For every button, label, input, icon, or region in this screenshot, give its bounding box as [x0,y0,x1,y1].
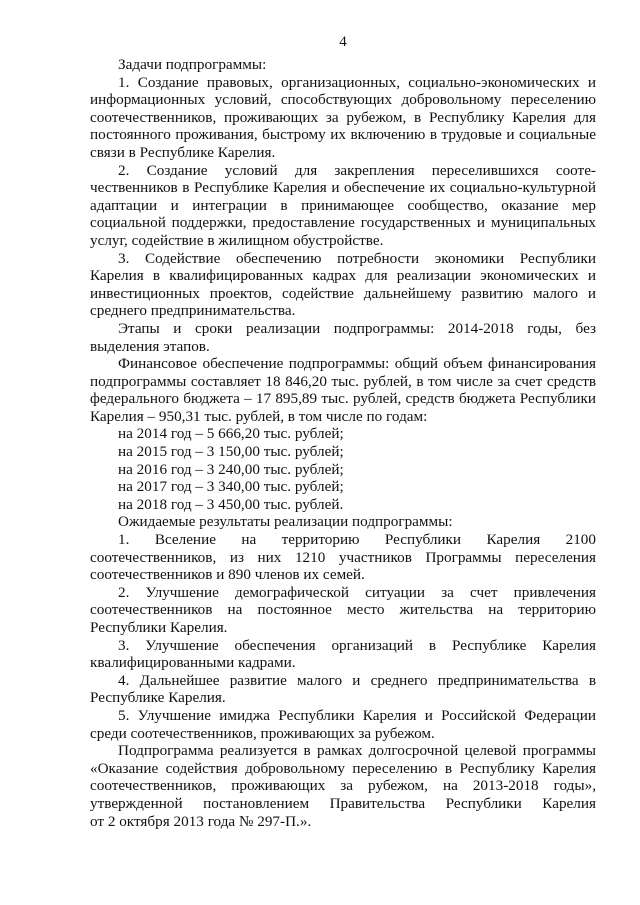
financing-year-item: на 2016 год – 3 240,00 тыс. рублей; [118,460,344,478]
text-line: инвестиционных проектов, содействие дальнейшему развитию малого и [90,284,596,302]
stages-paragraph [90,320,596,355]
text-line: постоянного проживания, быстрому их включению в трудовые и социальные [90,126,596,144]
text-line: соотечественников на постоянное место жительства на территорию [90,601,596,619]
text-line: соотечественников, из них 1210 участников Программы переселения [90,548,596,566]
text-line: Карелия – 950,31 тыс. рублей, в том числе по годам: [90,407,428,425]
financing-year-item: на 2014 год – 5 666,20 тыс. рублей; [118,425,344,443]
text-line: подпрограммы составляет 18 846,20 тыс. рублей, в том числе за счет средств [90,372,596,390]
text-line: чественников в Республике Карелия и обеспечение их социально-культурной [90,179,596,197]
financing-year-item: на 2017 год – 3 340,00 тыс. рублей; [118,478,344,496]
text-line: Карелия в квалифицированных кадрах для реализации экономических и [90,267,596,285]
text-line: информационных условий, способствующих добровольному переселению [90,91,596,109]
text-line: среднего предпринимательства. [90,302,296,320]
document-body [90,56,596,830]
text-line: адаптации и интеграции в принимающее сообщество, оказание мер [90,196,596,214]
text-line: 1. Вселение на территорию Республики Карелия 2100 [118,531,596,549]
result-5-paragraph [90,707,596,742]
text-line: связи в Республике Карелия. [90,143,276,161]
task-2-paragraph [90,162,596,250]
text-line: Республике Карелия. [90,689,226,707]
text-line: 3. Содействие обеспечению потребности экономики Республики [118,249,596,267]
text-line: Финансовое обеспечение подпрограммы: общий объем финансирования [118,355,596,373]
text-line: услуг, содействие в жилищном обустройстве. [90,231,384,249]
financing-year-item: на 2015 год – 3 150,00 тыс. рублей; [118,443,344,461]
page-number: 4 [339,34,347,50]
result-3-paragraph [90,637,596,672]
text-line: 1. Создание правовых, организационных, социально-экономических и [118,73,596,91]
text-line: выделения этапов. [90,337,210,355]
conclusion-paragraph [90,742,596,830]
result-2-paragraph [90,584,596,637]
text-line: утвержденной постановлением Правительства Республики Карелия [90,794,596,812]
text-line: соотечественников и 890 членов их семей. [90,566,365,584]
text-line: 5. Улучшение имиджа Республики Карелия и Российской Федерации [118,706,596,724]
text-line: 2. Улучшение демографической ситуации за счет привлечения [118,583,596,601]
text-line: 2. Создание условий для закрепления переселившихся сооте- [118,161,596,179]
financing-paragraph [90,355,596,425]
text-line: среди соотечественников, проживающих за рубежом. [90,724,435,742]
text-line: соотечественников, проживающих за рубежом, на 2013-2018 годы», [90,777,596,795]
text-line: квалифицированными кадрами. [90,654,296,672]
financing-year-item: на 2018 год – 3 450,00 тыс. рублей. [118,495,344,513]
result-4-paragraph [90,672,596,707]
text-line: Республики Карелия. [90,619,228,636]
task-3-paragraph [90,250,596,320]
text-line: Этапы и сроки реализации подпрограммы: 2014-2018 годы, без [118,319,596,337]
text-line: «Оказание содействия добровольному переселению в Республику Карелия [90,759,596,777]
result-1-paragraph [90,531,596,584]
task-1-paragraph [90,74,596,162]
text-line: федерального бюджета – 17 895,89 тыс. рублей, средств бюджета Республики [90,390,596,408]
financing-by-year-list [90,425,596,513]
tasks-heading: Задачи подпрограммы: [118,56,267,73]
text-line: 3. Улучшение обеспечения организаций в Республике Карелия [118,636,596,654]
text-line: социальной поддержки, предоставление государственных и муниципальных [90,214,596,232]
text-line: соотечественников, проживающих за рубежом, в Республику Карелия для [90,108,596,126]
results-heading: Ожидаемые результаты реализации подпрограммы: [118,513,453,531]
text-line: Подпрограмма реализуется в рамках долгосрочной целевой программы [118,742,596,760]
text-line: от 2 октября 2013 года № 297-П.». [90,812,312,830]
text-line: 4. Дальнейшее развитие малого и среднего предпринимательства в [118,671,596,689]
